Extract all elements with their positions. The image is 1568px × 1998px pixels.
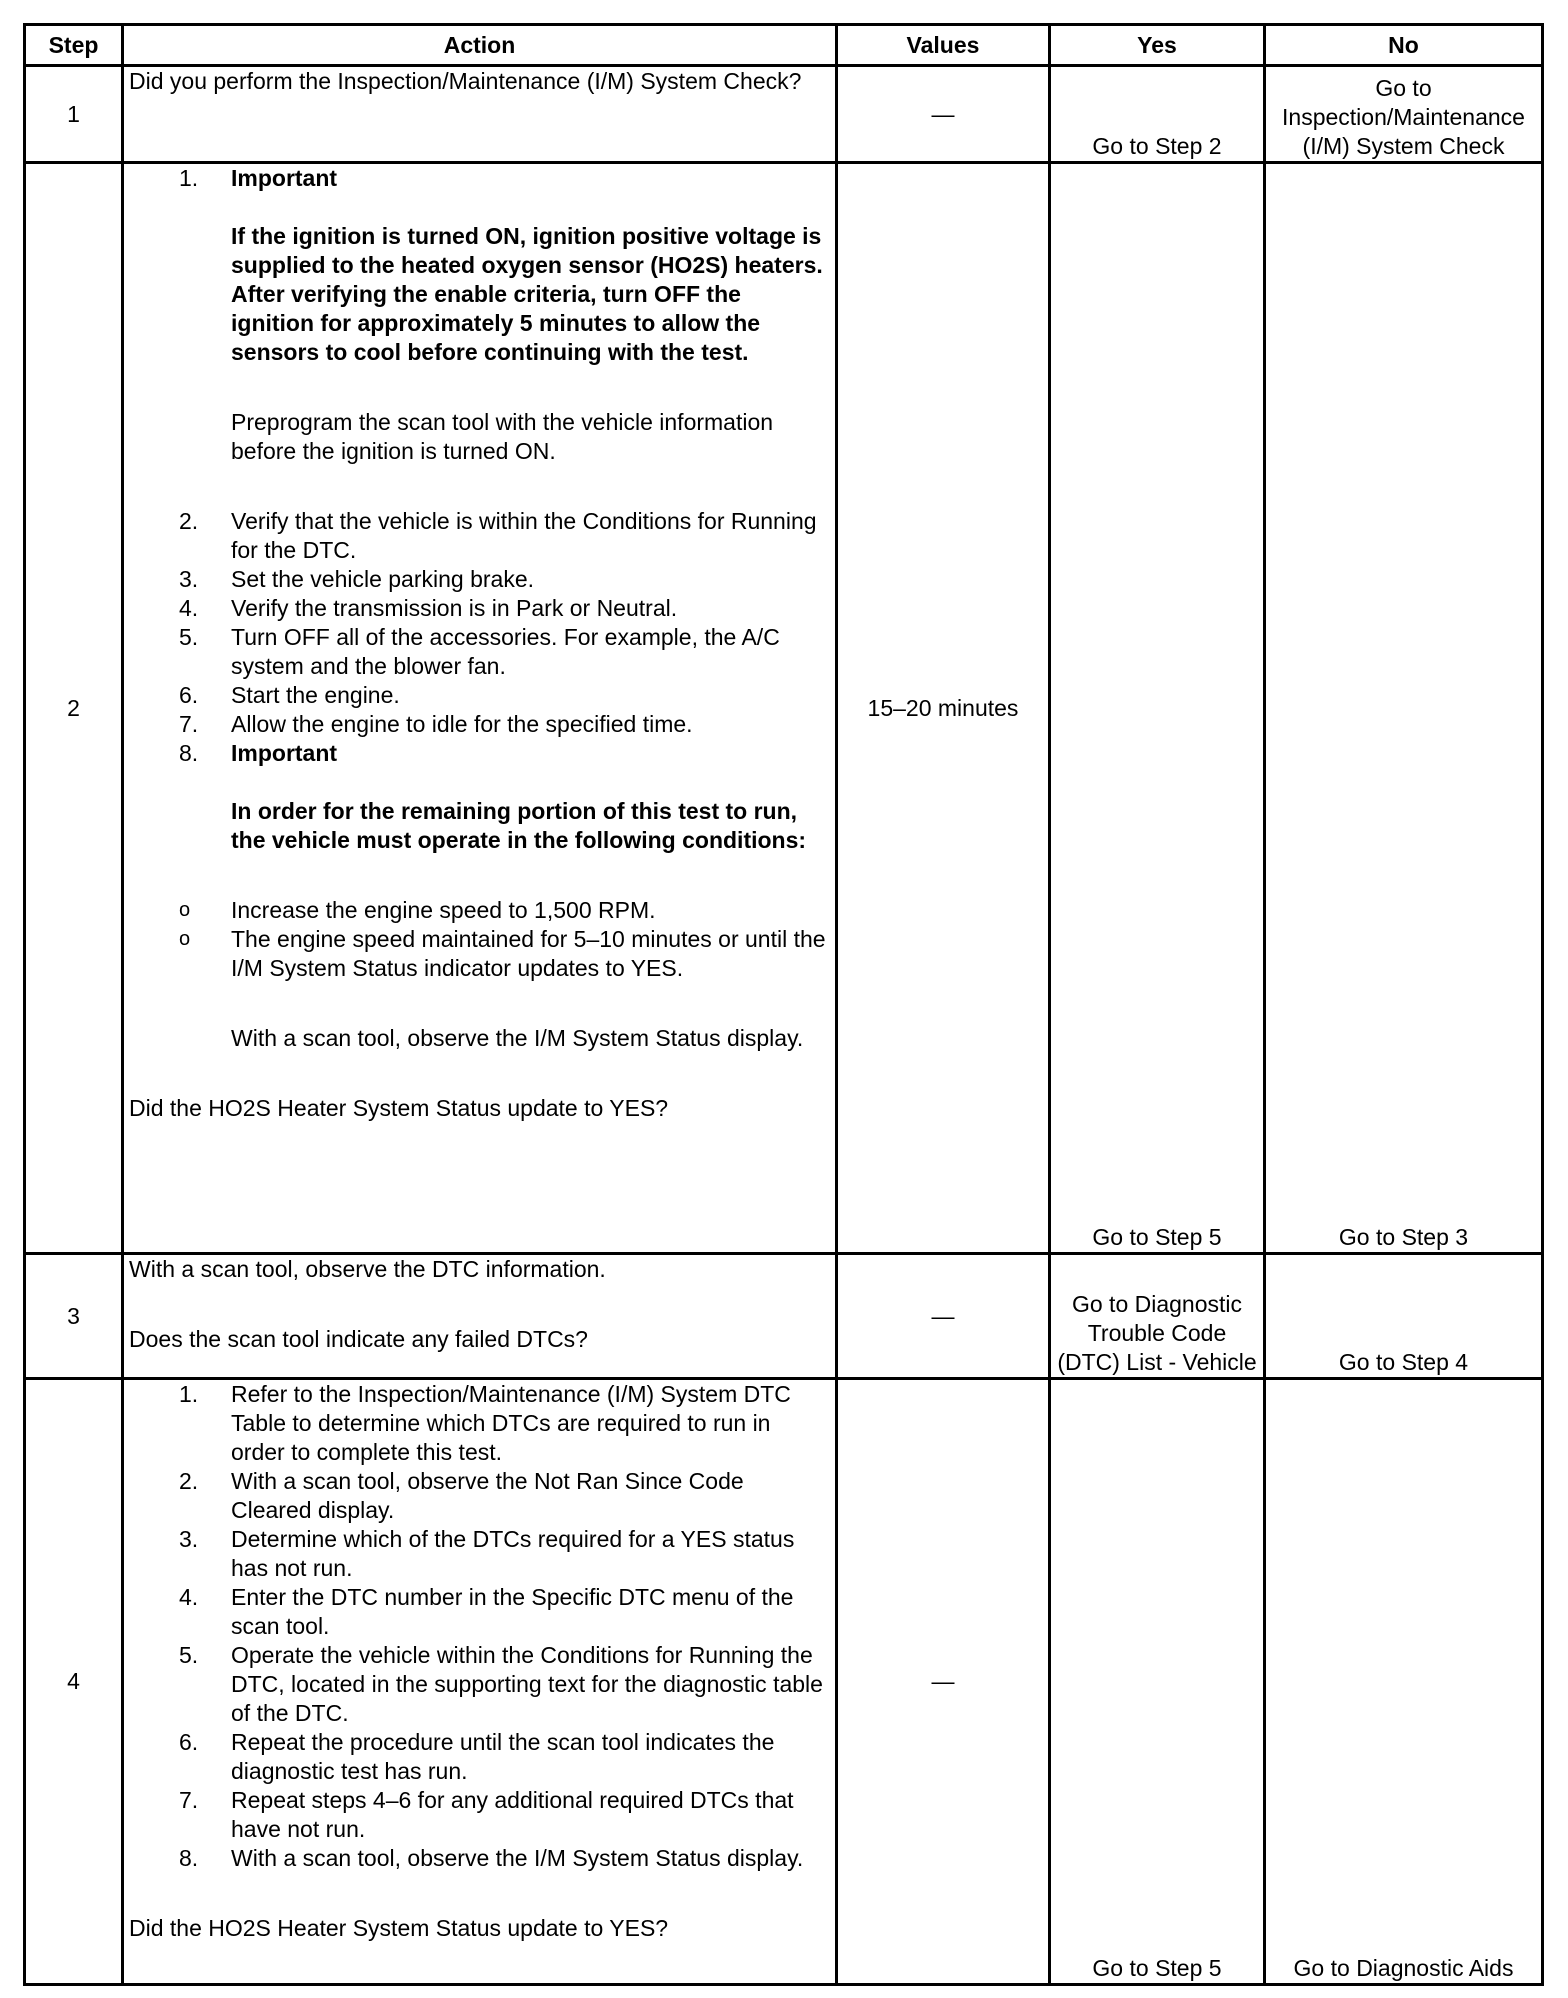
question-text: Did the HO2S Heater System Status update to YES? [129, 1915, 669, 1941]
question-text: Did the HO2S Heater System Status update to YES? [129, 1095, 669, 1121]
item-text: Turn OFF all of the accessories. For example, the A/C system and the blower fan. [231, 624, 780, 679]
important-note: In order for the remaining portion of this test to run, the vehicle must operate in the following conditions: [231, 798, 807, 853]
header-values: Values [837, 25, 1050, 66]
important-note: If the ignition is turned ON, ignition positive voltage is supplied to the heated oxygen sensor (HO2S) heaters. After verifying the enable criteria, turn OFF the ignition for approximately 5 minutes to allow the sensors to cool before continuing with the test. [231, 223, 823, 365]
list-item [129, 623, 830, 681]
item-text: Verify the transmission is in Park or Neutral. [231, 595, 678, 621]
item-number: 8. [179, 740, 199, 766]
item-text: Verify that the vehicle is within the Conditions for Running for the DTC. [231, 508, 817, 563]
item-text: Start the engine. [231, 682, 400, 708]
list-item [129, 164, 830, 507]
values-cell: — [837, 1254, 1050, 1379]
list-item: o The engine speed maintained for 5–10 minutes or until the I/M System Status indicator updates to YES. [179, 926, 826, 981]
item-number: 7. [179, 1787, 199, 1813]
values-cell: — [837, 66, 1050, 163]
list-item [129, 1467, 830, 1525]
question-text: Does the scan tool indicate any failed DTCs? [129, 1326, 588, 1352]
item-text: With a scan tool, observe the Not Ran Since Code Cleared display. [231, 1468, 744, 1523]
step-number: 4 [25, 1379, 123, 1985]
header-row [25, 25, 1543, 66]
step-number: 2 [25, 163, 123, 1254]
list-item [129, 1786, 830, 1844]
yes-link[interactable]: Go to Step 5 [1050, 1379, 1265, 1985]
step-number: 3 [25, 1254, 123, 1379]
item-text: Determine which of the DTCs required for a YES status has not run. [231, 1526, 795, 1581]
list-item [129, 681, 830, 710]
list-item [129, 1844, 830, 1873]
important-heading: Important [231, 740, 338, 766]
no-link[interactable]: Go to Step 4 [1265, 1254, 1543, 1379]
list-item [129, 710, 830, 739]
list-item [129, 1583, 830, 1641]
item-number: 3. [179, 566, 199, 592]
values-cell: 15–20 minutes [837, 163, 1050, 1254]
yes-link[interactable]: Go to Diagnostic Trouble Code (DTC) List - Vehicle [1050, 1254, 1265, 1379]
action-cell [123, 163, 837, 1254]
header-step: Step [25, 25, 123, 66]
item-number: 3. [179, 1526, 199, 1552]
item-text: Set the vehicle parking brake. [231, 566, 535, 592]
item-number: 5. [179, 1642, 199, 1668]
item-number: 5. [179, 624, 199, 650]
item-text: Refer to the Inspection/Maintenance (I/M) System DTC Table to determine which DTCs are required to run in order to complete this test. [231, 1381, 791, 1465]
condition-list [129, 896, 830, 983]
important-heading: Important [231, 165, 338, 191]
item-number: 2. [179, 1468, 199, 1494]
item-text: Enter the DTC number in the Specific DTC menu of the scan tool. [231, 1584, 794, 1639]
item-text: With a scan tool, observe the DTC information. [129, 1256, 606, 1282]
item-number: 8. [179, 1845, 199, 1871]
list-item [129, 1380, 830, 1467]
item-number: 6. [179, 682, 199, 708]
list-item [129, 507, 830, 565]
table-row-step-3 [25, 1254, 1543, 1379]
no-link[interactable]: Go to Inspection/Maintenance (I/M) System Check [1265, 66, 1543, 163]
item-number: 1. [179, 165, 199, 191]
list-item [129, 594, 830, 623]
no-link[interactable]: Go to Step 3 [1265, 163, 1543, 1254]
action-cell [123, 1254, 837, 1379]
no-link[interactable]: Go to Diagnostic Aids [1265, 1379, 1543, 1985]
item-number: 4. [179, 1584, 199, 1610]
header-yes: Yes [1050, 25, 1265, 66]
yes-link[interactable]: Go to Step 2 [1050, 66, 1265, 163]
item-number: 2. [179, 508, 199, 534]
list-item [129, 1525, 830, 1583]
table-row-step-2 [25, 163, 1543, 1254]
action-cell [123, 1379, 837, 1985]
question-text: Did you perform the Inspection/Maintenance (I/M) System Check? [129, 68, 802, 94]
step-number: 1 [25, 66, 123, 163]
procedure-list-cont [129, 1024, 830, 1053]
item-number: 4. [179, 595, 199, 621]
values-cell: — [837, 1379, 1050, 1985]
item-number: 6. [179, 1729, 199, 1755]
item-number: 1. [179, 1381, 199, 1407]
list-item [129, 1641, 830, 1728]
yes-link[interactable]: Go to Step 5 [1050, 163, 1265, 1254]
list-item [129, 1728, 830, 1786]
bullet-text: Increase the engine speed to 1,500 RPM. [231, 897, 656, 923]
item-text: With a scan tool, observe the I/M System Status display. [231, 1845, 804, 1871]
table-row-step-4 [25, 1379, 1543, 1985]
item-text: Preprogram the scan tool with the vehicle information before the ignition is turned ON. [231, 409, 774, 464]
list-item [129, 739, 830, 855]
procedure-list [129, 164, 830, 855]
action-cell [123, 66, 837, 163]
diagnostic-table [23, 23, 1544, 1986]
header-action: Action [123, 25, 837, 66]
table-row-step-1 [25, 66, 1543, 163]
item-text: Operate the vehicle within the Conditions for Running the DTC, located in the supporting text for the diagnostic table of the DTC. [231, 1642, 823, 1726]
list-item [129, 565, 830, 594]
list-item: o Increase the engine speed to 1,500 RPM. [179, 897, 656, 923]
item-text: Allow the engine to idle for the specified time. [231, 711, 693, 737]
procedure-list [129, 1380, 830, 1873]
bullet-text: The engine speed maintained for 5–10 minutes or until the I/M System Status indicator updates to YES. [231, 926, 826, 981]
item-number: 7. [179, 711, 199, 737]
item-text: Repeat steps 4–6 for any additional required DTCs that have not run. [231, 1787, 794, 1842]
item-text: Repeat the procedure until the scan tool indicates the diagnostic test has run. [231, 1729, 775, 1784]
list-item [129, 1024, 830, 1053]
header-no: No [1265, 25, 1543, 66]
item-text: With a scan tool, observe the I/M System Status display. [231, 1025, 804, 1051]
